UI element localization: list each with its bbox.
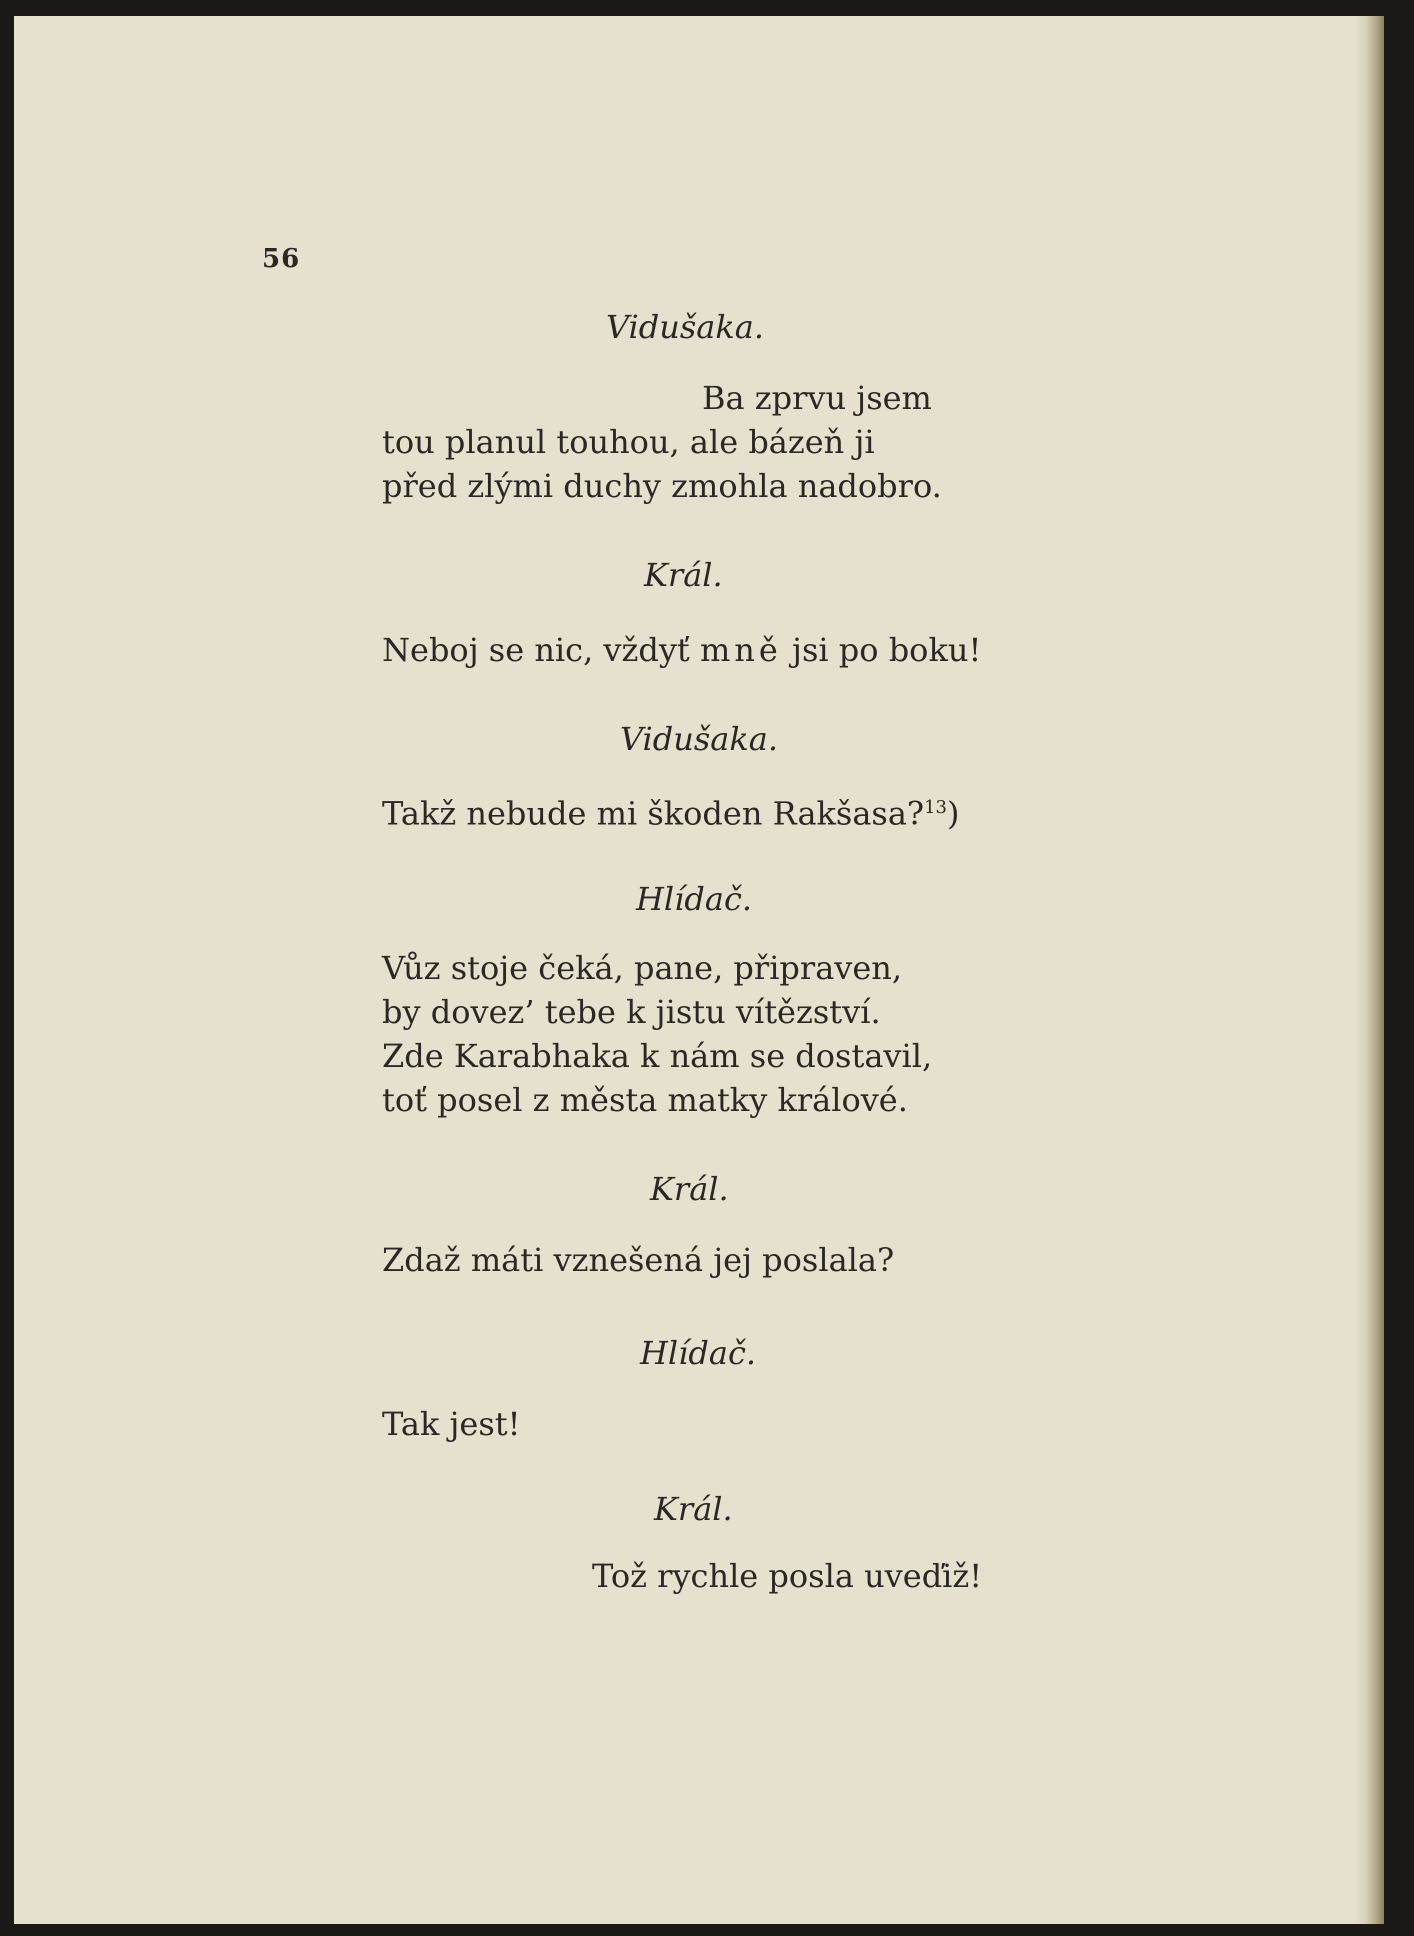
footnote-paren: ) <box>946 794 960 833</box>
verse-text: Neboj se nic, vždyť <box>382 631 690 669</box>
speaker-name: Král. <box>644 556 723 594</box>
speaker-name: Hlídač. <box>636 880 753 918</box>
speaker-name: Hlídač. <box>640 1334 757 1372</box>
verse-text: jsi po boku! <box>792 631 982 669</box>
speaker-name: Král. <box>650 1170 729 1208</box>
verse-line: Vůz stoje čeká, pane, připraven, <box>382 949 903 987</box>
speaker-name: Vidušaka. <box>606 308 765 346</box>
emphasized-word: mně <box>699 631 782 669</box>
verse-line: Zdaž máti vznešená jej poslala? <box>382 1241 895 1279</box>
footnote-reference: 13 <box>924 797 947 818</box>
verse-line: by dovez’ tebe k jistu vítězství. <box>382 993 881 1031</box>
book-page <box>14 16 1384 1924</box>
verse-line: Ba zprvu jsem <box>702 379 932 417</box>
verse-line <box>382 628 981 672</box>
page-number: 56 <box>262 244 301 274</box>
speaker-name: Král. <box>654 1490 733 1528</box>
verse-line: Tož rychle posla uveďiž! <box>592 1557 983 1595</box>
verse-line <box>382 786 959 836</box>
verse-line: toť posel z města matky králové. <box>382 1081 908 1119</box>
speaker-name: Vidušaka. <box>620 720 779 758</box>
verse-text: Takž nebude mi škoden Rakšasa? <box>382 794 925 833</box>
verse-line: Tak jest! <box>382 1405 521 1443</box>
page-edge <box>1354 16 1384 1924</box>
verse-line: Zde Karabhaka k nám se dostavil, <box>382 1037 933 1075</box>
verse-line: před zlými duchy zmohla nadobro. <box>382 467 942 505</box>
verse-line: tou planul touhou, ale bázeň ji <box>382 423 875 461</box>
